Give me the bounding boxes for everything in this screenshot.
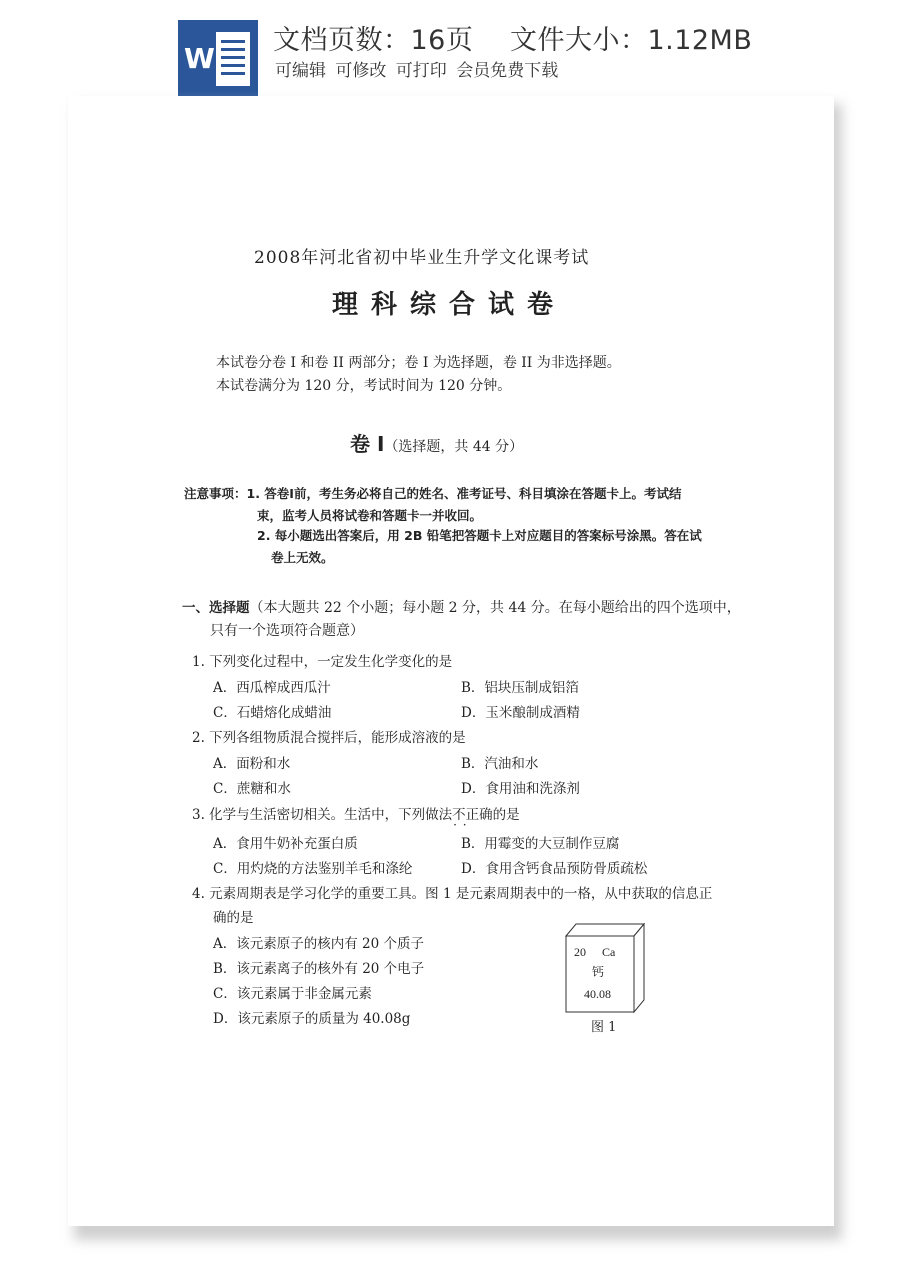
notice-line-1: 注意事项：1. 答卷Ⅰ前，考生务必将自己的姓名、准考证号、科目填涂在答题卡上。考试结 bbox=[184, 486, 682, 501]
question-stem: 4. 元素周期表是学习化学的重要工具。图 1 是元素周期表中的一格，从中获取的信息正 bbox=[192, 886, 713, 902]
option: A．该元素原子的核内有 20 个质子 bbox=[213, 936, 425, 952]
element-name: 钙 bbox=[592, 965, 605, 979]
document-info-header bbox=[0, 0, 900, 100]
section-label: 卷 I bbox=[350, 432, 385, 456]
figure-caption: 图 1 bbox=[591, 1020, 617, 1035]
question-stem: 2. 下列各组物质混合搅拌后，能形成溶液的是 bbox=[192, 730, 466, 746]
part-desc: （本大题共 22 个小题；每小题 2 分，共 44 分。在每小题给出的四个选项中， bbox=[249, 600, 741, 616]
question-stem-2: 确的是 bbox=[213, 910, 254, 926]
option: B．该元素离子的核外有 20 个电子 bbox=[213, 961, 425, 977]
notice-line-1b: 束，监考人员将试卷和答题卡一并收回。 bbox=[257, 508, 483, 523]
question-stem bbox=[192, 803, 520, 823]
exam-title: 2008年河北省初中毕业生升学文化课考试 bbox=[254, 248, 590, 268]
intro-line-1: 本试卷分卷 I 和卷 II 两部分；卷 I 为选择题，卷 II 为非选择题。 bbox=[216, 355, 621, 371]
svg-text:W: W bbox=[184, 42, 215, 75]
option: A．西瓜榨成西瓜汁 bbox=[213, 680, 331, 696]
question-stem: 1. 下列变化过程中，一定发生化学变化的是 bbox=[192, 654, 453, 670]
option: C．石蜡熔化成蜡油 bbox=[213, 705, 332, 721]
part-heading bbox=[182, 596, 741, 617]
notice-line-2: 2. 每小题选出答案后，用 2B 铅笔把答题卡上对应题目的答案标号涂黑。答在试 bbox=[257, 528, 702, 543]
option: C．用灼烧的方法鉴别羊毛和涤纶 bbox=[213, 861, 413, 877]
section-note: （选择题，共 44 分） bbox=[384, 439, 524, 455]
periodic-table-cell-figure bbox=[564, 922, 646, 1014]
question-stem-pre: 3. 化学与生活密切相关。生活中，下列做法 bbox=[192, 807, 453, 823]
option: B．汽油和水 bbox=[461, 756, 539, 772]
element-symbol: Ca bbox=[602, 945, 616, 959]
document-features: 可编辑 可修改 可打印 会员免费下载 bbox=[275, 61, 559, 81]
option: A．食用牛奶补充蛋白质 bbox=[213, 836, 358, 852]
paper-title: 理科综合试卷 bbox=[332, 290, 567, 320]
option: B．铝块压制成铝箔 bbox=[461, 680, 579, 696]
intro-line-2: 本试卷满分为 120 分，考试时间为 120 分钟。 bbox=[216, 378, 512, 394]
option: B．用霉变的大豆制作豆腐 bbox=[461, 836, 620, 852]
document-page bbox=[68, 96, 834, 1226]
option: D．食用油和洗涤剂 bbox=[461, 781, 580, 797]
document-stats: 文档页数：16页 文件大小：1.12MB bbox=[273, 25, 753, 56]
section-heading bbox=[350, 428, 523, 457]
option: D．食用含钙食品预防骨质疏松 bbox=[461, 861, 648, 877]
option: A．面粉和水 bbox=[213, 756, 291, 772]
notice-line-2b: 卷上无效。 bbox=[271, 550, 334, 565]
question-stem-post: 的是 bbox=[492, 807, 520, 823]
atomic-mass: 40.08 bbox=[584, 987, 611, 1001]
option: C．该元素属于非金属元素 bbox=[213, 986, 372, 1002]
option: D．玉米酿制成酒精 bbox=[461, 705, 580, 721]
emphasized-text: 不正确 · · bbox=[452, 807, 493, 823]
atomic-number: 20 bbox=[574, 945, 586, 959]
word-document-icon bbox=[178, 20, 258, 96]
part-label: 一、选择题 bbox=[182, 600, 250, 616]
part-desc-2: 只有一个选项符合题意） bbox=[210, 623, 364, 639]
option: D．该元素原子的质量为 40.08g bbox=[213, 1011, 411, 1027]
option: C．蔗糖和水 bbox=[213, 781, 291, 797]
